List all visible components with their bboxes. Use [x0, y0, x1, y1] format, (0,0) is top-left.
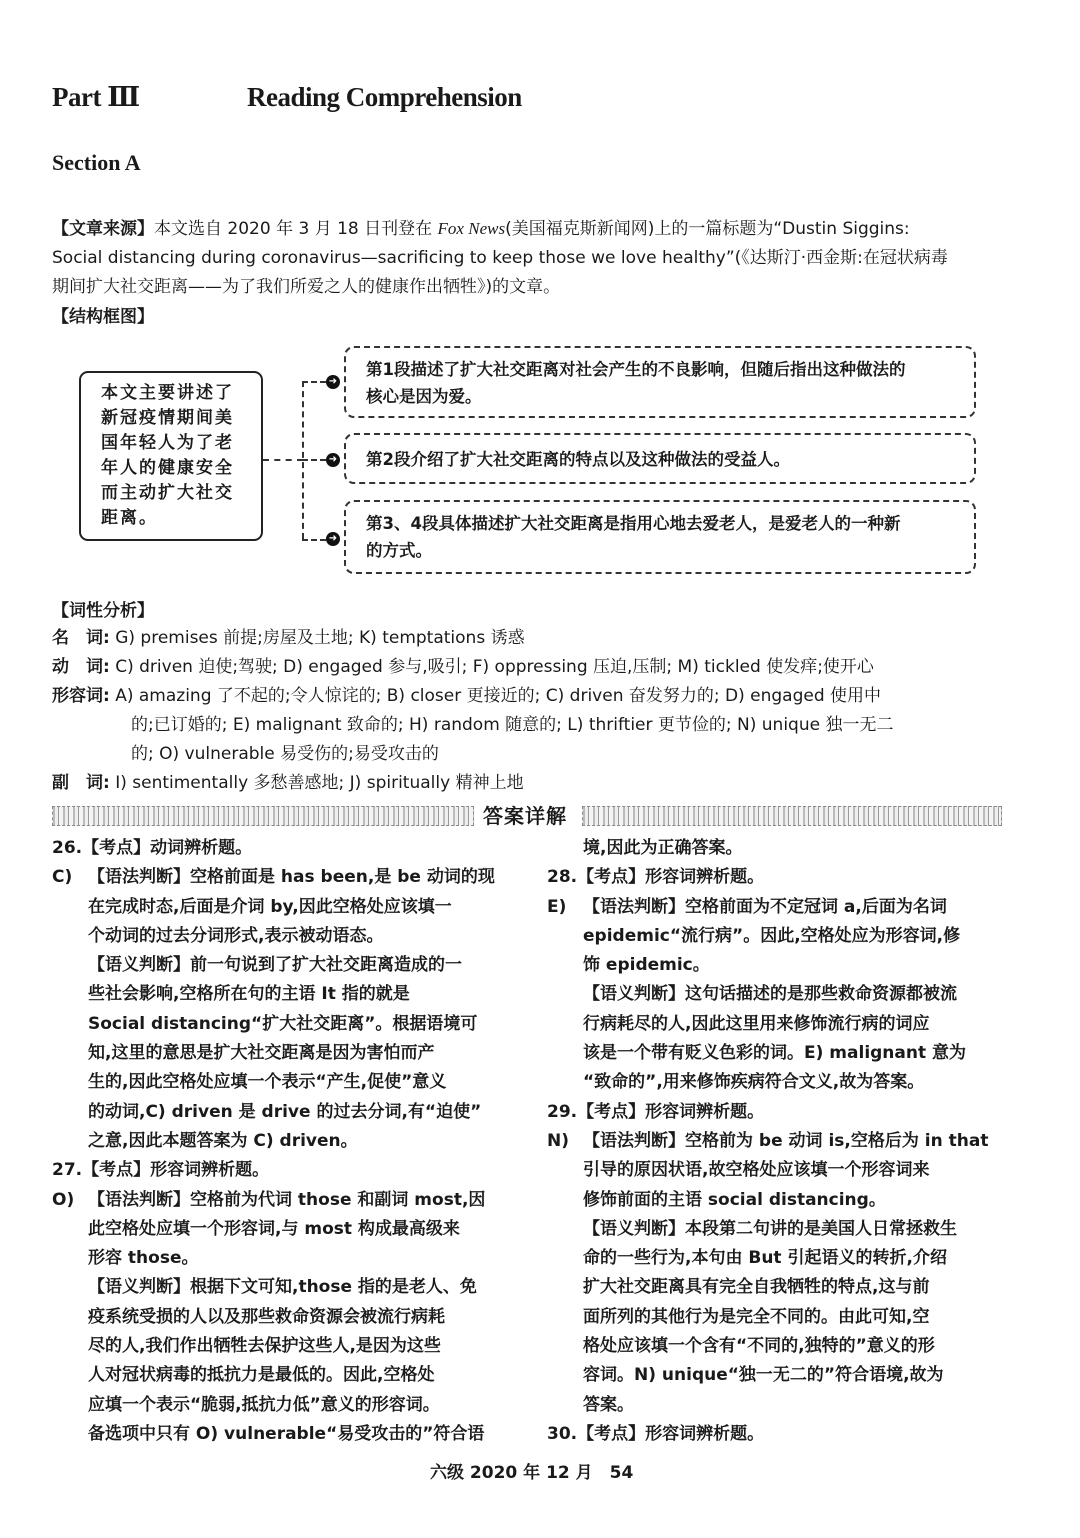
answer-line [547, 980, 1017, 1009]
pos-text: A) amazing 了不起的;令人惊诧的; B) closer 更接近的; C) driven 奋发努力的; D) engaged 使用中 [115, 686, 882, 706]
summary-text: 第1段描述了扩大社交距离对社会产生的不良影响，但随后指出这种做法的 [366, 360, 906, 379]
pos-text: C) driven 迫使;驾驶; D) engaged 参与,吸引; F) oppressing 压迫,压制; M) tickled 使发痒;使开心 [115, 657, 874, 677]
answer-text: 29.【考点】形容词辨析题。 [547, 1101, 765, 1122]
summary-line: 新冠疫情期间美 [101, 408, 234, 428]
answer-line [547, 1068, 1017, 1097]
answer-text: 修饰前面的主语 social distancing。 [583, 1189, 886, 1210]
answer-line [547, 1215, 1017, 1244]
answer-text: 人对冠状病毒的抵抗力是最低的。因此,空格处 [88, 1365, 435, 1386]
answer-text: 境,因此为正确答案。 [583, 838, 743, 858]
answer-text: 【语法判断】空格前面是 has been,是 be 动词的现 [88, 867, 495, 888]
pos-key: 名 词: [52, 628, 110, 648]
summary-text: 第3、4段具体描述扩大社交距离是指用心地去爱老人，是爱老人的一种新 [366, 514, 901, 533]
summary-line: 年人的健康安全 [101, 458, 234, 478]
answer-line [547, 1332, 1017, 1361]
answer-option-marker: E) [547, 896, 567, 917]
answer-text: 饰 epidemic。 [583, 955, 710, 976]
arrow-right-icon: ➜ [326, 375, 340, 389]
summary-box [79, 371, 263, 541]
source-line1-pre: 本文选自 2020 年 3 月 18 日刊登在 [154, 219, 438, 239]
answer-line [547, 834, 1017, 863]
structure-label: 【结构框图】 [52, 307, 154, 327]
section-heading: Section A [52, 150, 141, 175]
answer-text: 容词。N) unique“独一无二的”符合语境,故为 [583, 1365, 944, 1386]
answer-text: 命的一些行为,本句由 But 引起语义的转折,介绍 [583, 1248, 947, 1269]
answer-text: 备选项中只有 O) vulnerable“易受攻击的”符合语 [88, 1423, 485, 1444]
source-label: 【文章来源】 [52, 219, 154, 239]
connector-branch [302, 381, 326, 383]
answer-line [52, 1039, 522, 1068]
pos-text: I) sentimentally 多愁善感地; J) spiritually 精神上地 [115, 773, 524, 793]
answer-text: 知,这里的意思是扩大社交距离是因为害怕而产 [88, 1043, 435, 1064]
answer-text: 此空格处应填一个形容词,与 most 构成最高级来 [88, 1218, 460, 1239]
pos-key: 副 词: [52, 773, 110, 793]
answer-text: 【语义判断】前一句说到了扩大社交距离造成的一 [88, 955, 462, 976]
answer-text: 个动词的过去分词形式,表示被动语态。 [88, 925, 384, 946]
answers-banner-title: 答案详解 [479, 800, 571, 829]
pos-noun [52, 624, 1012, 653]
answers-banner [52, 800, 1002, 828]
part-number: Part Ⅲ [52, 82, 140, 112]
answer-line [52, 1068, 522, 1097]
answer-text: 在完成时态,后面是介词 by,因此空格处应该填一 [88, 896, 452, 917]
page-footer: 六级 2020 年 12 月 54 [430, 1463, 634, 1483]
answer-line [547, 1420, 1017, 1449]
answer-line [547, 1186, 1017, 1215]
answer-line [52, 1010, 522, 1039]
answer-text: 扩大社交距离具有完全自我牺牲的特点,这与前 [583, 1277, 930, 1298]
pos-adj-line2: 的;已订婚的; E) malignant 致命的; H) random 随意的; L) thriftier 更节俭的; N) unique 独一无二 [131, 715, 894, 735]
connector-line [263, 459, 303, 461]
connector-branch [302, 539, 326, 541]
answer-text: 28.【考点】形容词辨析题。 [547, 867, 765, 888]
connector-branch [302, 459, 326, 461]
pos-adv [52, 769, 1012, 798]
paragraph-summary-1 [344, 346, 976, 418]
answer-text: 【语法判断】空格前面为不定冠词 a,后面为名词 [583, 896, 947, 917]
answer-line [547, 893, 1017, 922]
answer-line [52, 1098, 522, 1127]
pos-key: 形容词: [52, 686, 110, 706]
answer-text: 【语义判断】这句话描述的是那些救命资源都被流 [583, 984, 957, 1005]
pos-verb [52, 653, 1012, 682]
answer-option-marker: N) [547, 1130, 569, 1151]
answer-text: 尽的人,我们作出牺牲去保护这些人,是因为这些 [88, 1336, 441, 1357]
answer-line [52, 1361, 522, 1390]
answer-text: 26.【考点】动词辨析题。 [52, 838, 253, 858]
answer-text: “致命的”,用来修饰疾病符合文义,故为答案。 [583, 1072, 925, 1093]
answer-line [52, 1332, 522, 1361]
answer-line [52, 893, 522, 922]
summary-line: 距离。 [101, 508, 158, 528]
answer-line [52, 1303, 522, 1332]
answer-line [547, 922, 1017, 951]
pos-adj [52, 682, 1012, 711]
answer-line [52, 1156, 522, 1185]
answer-text: 答案。 [583, 1394, 634, 1415]
summary-text: 的方式。 [366, 541, 432, 560]
answer-line [547, 1244, 1017, 1273]
answers-left-column [52, 834, 522, 1449]
answer-text: 面所列的其他行为是完全不同的。由此可知,空 [583, 1306, 930, 1327]
answer-line [547, 1039, 1017, 1068]
answer-text: 些社会影响,空格所在句的主语 It 指的就是 [88, 984, 410, 1005]
answer-text: 【语法判断】空格前为 be 动词 is,空格后为 in that [583, 1130, 989, 1151]
summary-line: 而主动扩大社交 [101, 483, 234, 503]
answer-text: 行病耗尽的人,因此这里用来修饰流行病的词应 [583, 1013, 930, 1034]
pos-text: G) premises 前提;房屋及土地; K) temptations 诱惑 [115, 628, 525, 648]
part-title: Reading Comprehension [247, 82, 522, 112]
pos-key: 动 词: [52, 657, 110, 677]
answer-line [52, 1273, 522, 1302]
answer-line [547, 951, 1017, 980]
publication-name: Fox News [437, 219, 506, 238]
answers-right-column [547, 834, 1017, 1449]
summary-text: 核心是因为爱。 [366, 387, 482, 406]
answer-option-marker: O) [52, 1189, 75, 1210]
source-line1-post: (美国福克斯新闻网)上的一篇标题为“Dustin Siggins: [505, 219, 910, 239]
banner-decoration [582, 806, 1002, 826]
paragraph-summary-2 [344, 433, 976, 484]
answer-line [52, 1186, 522, 1215]
answer-line [547, 1156, 1017, 1185]
answer-text: 27.【考点】形容词辨析题。 [52, 1160, 270, 1181]
pos-analysis-label: 【词性分析】 [52, 601, 154, 621]
answer-text: 之意,因此本题答案为 C) driven。 [88, 1130, 358, 1151]
answer-text: epidemic“流行病”。因此,空格处应为形容词,修 [583, 925, 961, 946]
answer-text: 【语法判断】空格前为代词 those 和副词 most,因 [88, 1189, 486, 1210]
banner-decoration [52, 806, 474, 826]
answer-text: 疫系统受损的人以及那些救命资源会被流行病耗 [88, 1306, 445, 1327]
answer-text: 【语义判断】根据下文可知,those 指的是老人、免 [88, 1277, 477, 1298]
answer-line [52, 1391, 522, 1420]
answer-text: 的动词,C) driven 是 drive 的过去分词,有“迫使” [88, 1101, 482, 1122]
answer-text: 生的,因此空格处应填一个表示“产生,促使”意义 [88, 1072, 447, 1093]
summary-line: 国年轻人为了老 [101, 433, 234, 453]
answer-line [547, 1303, 1017, 1332]
answer-line [52, 1215, 522, 1244]
article-source [52, 214, 1012, 302]
source-line3: 期间扩大社交距离——为了我们所爱之人的健康作出牺牲》)的文章。 [52, 277, 561, 297]
answer-option-marker: C) [52, 867, 73, 888]
answer-text: 应填一个表示“脆弱,抵抗力低”意义的形容词。 [88, 1394, 440, 1415]
answer-line [547, 1391, 1017, 1420]
answer-line [52, 834, 522, 863]
answer-text: 30.【考点】形容词辨析题。 [547, 1423, 765, 1444]
answer-line [547, 1273, 1017, 1302]
answer-line [52, 1244, 522, 1273]
answer-text: Social distancing“扩大社交距离”。根据语境可 [88, 1013, 478, 1034]
paragraph-summary-3 [344, 500, 976, 574]
answer-line [547, 1098, 1017, 1127]
answer-text: 【语义判断】本段第二句讲的是美国人日常拯救生 [583, 1218, 957, 1239]
answer-line [52, 1127, 522, 1156]
arrow-right-icon: ➜ [326, 532, 340, 546]
answer-text: 引导的原因状语,故空格处应该填一个形容词来 [583, 1160, 930, 1181]
source-line2: Social distancing during coronavirus—sacrificing to keep those we love healthy”(《达斯汀·西金斯:在冠状病毒 [52, 248, 948, 268]
answer-text: 形容 those。 [88, 1248, 199, 1269]
arrow-right-icon: ➜ [326, 453, 340, 467]
answer-text: 该是一个带有贬义色彩的词。E) malignant 意为 [583, 1043, 967, 1064]
summary-text: 第2段介绍了扩大社交距离的特点以及这种做法的受益人。 [366, 450, 790, 469]
answer-text: 格处应该填一个含有“不同的,独特的”意义的形 [583, 1336, 935, 1357]
answer-line [52, 980, 522, 1009]
answer-line [52, 922, 522, 951]
answer-line [547, 1361, 1017, 1390]
answer-line [52, 863, 522, 892]
summary-line: 本文主要讲述了 [101, 383, 234, 403]
answer-line [547, 863, 1017, 892]
answer-line [52, 951, 522, 980]
pos-adj-line3: 的; O) vulnerable 易受伤的;易受攻击的 [131, 744, 439, 764]
answer-line [547, 1127, 1017, 1156]
answer-line [52, 1420, 522, 1449]
answer-line [547, 1010, 1017, 1039]
